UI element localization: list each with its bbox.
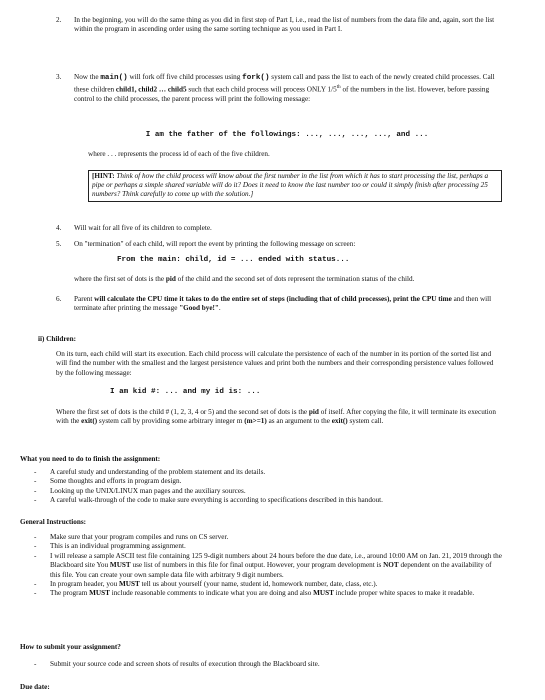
- list-number: 5.: [56, 240, 62, 248]
- list-item: - Some thoughts and efforts in program design.: [34, 477, 182, 486]
- list-item: - This is an individual programming assignment.: [34, 542, 186, 551]
- submit-heading: How to submit your assignment?: [20, 643, 121, 651]
- code-main: main(): [100, 74, 128, 82]
- finish-heading: What you need to do to finish the assignment:: [20, 455, 161, 463]
- finish-list: [34, 468, 504, 506]
- general-heading: General Instructions:: [20, 518, 87, 526]
- general-list: [34, 533, 502, 599]
- code-fork: fork(): [242, 74, 270, 82]
- list-item-3: [56, 73, 500, 105]
- list-item: - Submit your source code and screen shots of results of execution through the Blackboard site.: [34, 660, 320, 668]
- hint-tag: [HINT:: [92, 172, 115, 180]
- kid-message: I am kid #: ... and my id is: ...: [110, 388, 261, 396]
- submit-list: [34, 660, 502, 669]
- list-item: - A careful study and understanding of the problem statement and its details.: [34, 468, 266, 476]
- list-item: - A careful walk-through of the code to make sure everything is according to specifications described in this handout.: [34, 496, 383, 505]
- child-names: child1, child2 … child5: [115, 85, 187, 94]
- list-item-text: In the beginning, you will do the same thing as you did in first step of Part I, i.e., read the list of numbers from the data file and, again, sort the list within the program in ascending order using the same sorting technique as you used in Part I.: [74, 16, 495, 34]
- list-item-4: [56, 224, 500, 233]
- list-item-2: [56, 16, 500, 35]
- from-main-message: From the main: child, id = ... ended with status...: [117, 256, 350, 264]
- list-item-5: [56, 240, 500, 249]
- list-number: 6.: [56, 295, 62, 303]
- list-item-text: Will wait for all five of its children to complete.: [74, 224, 212, 232]
- list-item: - I will release a sample ASCII test file containing 125 9-digit numbers about 24 hours before the due date, i.e., around 10:00 AM on Jan. 21, 2019 through the Blackboard site You MUST use list of numbers in this file for final output. However, your program development is NOT dependent on the availability of this file. You can create your own sample data file with arbitrary 9 digit numbers.: [34, 551, 502, 579]
- list-item: - Looking up the UNIX/LINUX man pages and the auxiliary sources.: [34, 486, 246, 495]
- list-item: - In program header, you MUST tell us about yourself (your name, student id, homework number, date, class, etc.).: [34, 580, 378, 589]
- list-item-text: Now the main() will fork off five child processes using fork() system call and pass the list to each of the newly created child processes. Call these children child1, child2 … child5 such that each child process will process ONLY 1/5th of the numbers in the list. However, before passing control to the child processes, the parent process will print the following message:: [74, 73, 495, 104]
- children-paragraph: On its turn, each child will start its execution. Each child process will calculate the persistence of each of the number in its portion of the sorted list and will find the number with the smallest and the largest persistence values and print both the numbers and their corresponding persistence values followed by the following message:: [56, 350, 494, 377]
- where-text: where . . . represents the process id of each of the five children.: [88, 150, 270, 158]
- hint-text: Think of how the child process will know about the first number in the list from which it has to start processing the list, perhaps a pipe or perhaps a simple shared variable will do it? Does it need to know the last number too or could it simply finish after processing 25 numbers? Think carefully to come up with the solution.]: [92, 172, 489, 199]
- list-number: 2.: [56, 16, 62, 24]
- list-item-text: Parent will calculate the CPU time it takes to do the entire set of steps (including that of child processes), print the CPU time and then will terminate after printing the message "Good bye!".: [74, 295, 492, 313]
- list-item-text: On "termination" of each child, will report the event by printing the following message on screen:: [74, 240, 356, 248]
- list-number: 3.: [56, 73, 62, 81]
- children-heading: ii) Children:: [38, 335, 77, 343]
- father-message: I am the father of the followings: ..., ..., ..., ..., and ...: [145, 131, 429, 139]
- children-where: Where the first set of dots is the child # (1, 2, 3, 4 or 5) and the second set of dots is the pid of itself. After copying the file, it will terminate its execution with the exit() system call by providing some arbitrary integer m (m>=1) as an argument to the exit() system call.: [56, 408, 496, 426]
- list-item: - The program MUST include reasonable comments to indicate what you are doing and also MUST include proper white spaces to make it readable.: [34, 589, 475, 598]
- list-item: - Make sure that your program compiles and runs on CS server.: [34, 533, 229, 541]
- list-item-6: [56, 295, 500, 314]
- due-heading: Due date:: [20, 683, 50, 691]
- list-number: 4.: [56, 224, 62, 232]
- hint-box: [88, 170, 502, 202]
- status-where-text: where the first set of dots is the pid of the child and the second set of dots represent the termination status of the child.: [74, 275, 415, 283]
